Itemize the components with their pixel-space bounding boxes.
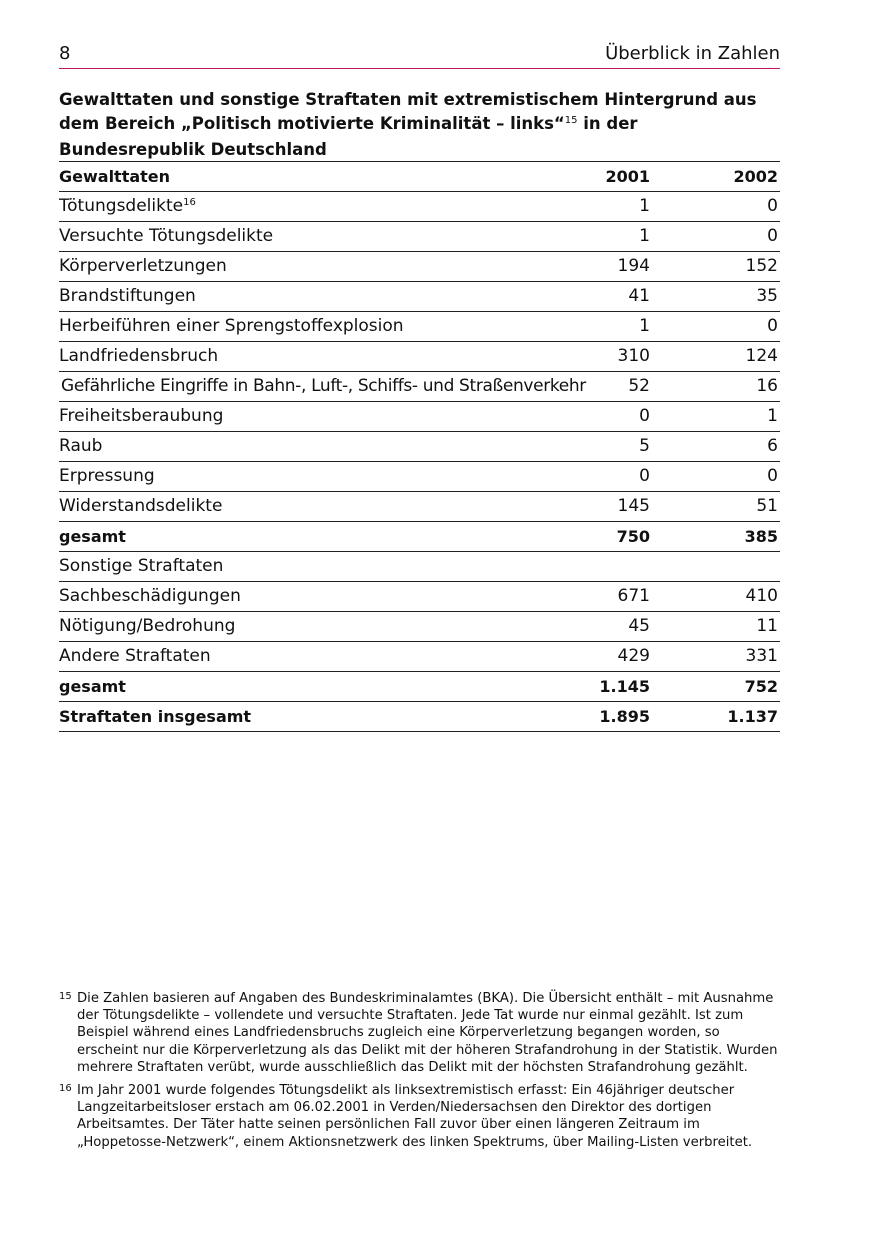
table-row <box>59 342 780 372</box>
table-row <box>59 582 780 612</box>
table-title-text-end: in der Bundesrepublik Deutschland <box>59 113 638 159</box>
value-2001: 194 <box>617 256 650 276</box>
footnote-mark: 16 <box>59 1083 72 1095</box>
value-2002: 35 <box>756 286 778 306</box>
value-2002: 51 <box>756 496 778 516</box>
row-label: Erpressung <box>59 466 155 486</box>
header-year-2001: 2001 <box>605 167 650 186</box>
value-2001: 5 <box>639 436 650 456</box>
table-row <box>59 432 780 462</box>
table-row <box>59 312 780 342</box>
value-2002: 0 <box>767 196 778 216</box>
footnote-16 <box>59 1082 780 1151</box>
value-2002: 1 <box>767 406 778 426</box>
value-2001: 671 <box>617 586 650 606</box>
row-label: Tötungsdelikte$^{16}$ <box>59 196 196 216</box>
footnotes <box>59 990 780 1157</box>
subtotal-row <box>59 672 780 702</box>
row-label: Straftaten insgesamt <box>59 707 252 726</box>
table-row <box>59 372 780 402</box>
table-row <box>59 612 780 642</box>
running-title: Überblick in Zahlen <box>605 43 780 64</box>
row-label: Nötigung/Bedrohung <box>59 616 236 636</box>
value-2001: 310 <box>617 346 650 366</box>
row-label: Sonstige Straftaten <box>59 556 224 576</box>
table-row <box>59 282 780 312</box>
table-header-row <box>59 162 780 192</box>
table-row <box>59 492 780 522</box>
row-label: Sachbeschädigungen <box>59 586 241 606</box>
value-2002: 6 <box>767 436 778 456</box>
footnote-ref[interactable]: 15 <box>564 114 578 126</box>
value-2001: 0 <box>639 406 650 426</box>
value-2002: 0 <box>767 226 778 246</box>
page-number: 8 <box>59 43 71 64</box>
table-row <box>59 252 780 282</box>
value-2002: 152 <box>745 256 778 276</box>
page-header <box>59 42 780 69</box>
value-2002: 11 <box>756 616 778 636</box>
row-label: Andere Straftaten <box>59 646 211 666</box>
table-row <box>59 642 780 672</box>
row-label: gesamt <box>59 677 126 696</box>
value-2001: 0 <box>639 466 650 486</box>
statistics-table <box>59 161 780 732</box>
table-title <box>59 88 780 162</box>
header-year-2002: 2002 <box>733 167 778 186</box>
value-2001: 750 <box>616 527 650 546</box>
row-label: Körperverletzungen <box>59 256 227 276</box>
value-2002: 385 <box>744 527 778 546</box>
value-2002: 0 <box>767 466 778 486</box>
table-row <box>59 462 780 492</box>
footnote-15 <box>59 990 780 1076</box>
value-2002: 124 <box>745 346 778 366</box>
value-2002: 410 <box>745 586 778 606</box>
header-label: Gewalttaten <box>59 167 171 186</box>
value-2001: 1 <box>639 196 650 216</box>
row-label: Landfriedensbruch <box>59 346 219 366</box>
value-2002: 0 <box>767 316 778 336</box>
section-heading-row <box>59 552 780 582</box>
subtotal-row <box>59 522 780 552</box>
grand-total-row <box>59 702 780 732</box>
value-2001: 429 <box>617 646 650 666</box>
value-2001: 45 <box>628 616 650 636</box>
value-2001: 52 <box>628 376 650 396</box>
row-label: Gefährliche Eingriffe in Bahn-, Luft-, Schiffs- und Straßenverkehr <box>61 376 586 396</box>
row-label: Herbeiführen einer Sprengstoffexplosion <box>59 316 404 336</box>
row-label: Brandstiftungen <box>59 286 196 306</box>
row-label: Freiheitsberaubung <box>59 406 224 426</box>
value-2002: 752 <box>744 677 778 696</box>
footnote-text: Die Zahlen basieren auf Angaben des Bundeskriminalamtes (BKA). Die Übersicht enthält – mit Ausnahme der Tötungsdelikte – vollendete und versuchte Straftaten. Jede Tat wurde nur einmal gezählt. Ist zum Beispiel während eines Landfriedensbruchs zugleich eine Körperverletzung begangen worden, so erscheint nur die Körperverletzung als das Delikt mit der höheren Strafandrohung in der Statistik. Wurden mehrere Straftaten verübt, wurde ausschließlich das Delikt mit der höchsten Strafandrohung gezählt. <box>77 991 778 1075</box>
value-2001: 1.145 <box>599 677 650 696</box>
footnote-text: Im Jahr 2001 wurde folgendes Tötungsdelikt als linksextremistisch erfasst: Ein 46jähriger deutscher Langzeitarbeitsloser erstach am 06.02.2001 in Verden/Niedersachsen den Direktor des dortigen Arbeitsamtes. Der Täter hatte seinen persönlichen Fall zuvor über einen längeren Zeitraum im „Hoppetosse-Netzwerk“, einem Aktionsnetzwerk des linken Spektrums, über Mailing-Listen verbreitet. <box>77 1083 753 1150</box>
value-2001: 145 <box>617 496 650 516</box>
footnote-ref[interactable]: 16 <box>183 197 196 208</box>
value-2001: 1 <box>639 226 650 246</box>
row-label: gesamt <box>59 527 126 546</box>
table-title-text: Gewalttaten und sonstige Straftaten mit extremistischem Hintergrund aus dem Bereich „Politisch motivierte Kriminalität – links“ <box>59 90 757 133</box>
value-2002: 1.137 <box>727 707 778 726</box>
value-2002: 16 <box>756 376 778 396</box>
table-row <box>59 402 780 432</box>
row-label: Widerstandsdelikte <box>59 496 223 516</box>
row-label: Raub <box>59 436 103 456</box>
table-row <box>59 192 780 222</box>
value-2001: 1 <box>639 316 650 336</box>
value-2001: 41 <box>628 286 650 306</box>
table-row <box>59 222 780 252</box>
row-label: Versuchte Tötungsdelikte <box>59 226 274 246</box>
value-2002: 331 <box>745 646 778 666</box>
value-2001: 1.895 <box>599 707 650 726</box>
footnote-mark: 15 <box>59 991 72 1002</box>
